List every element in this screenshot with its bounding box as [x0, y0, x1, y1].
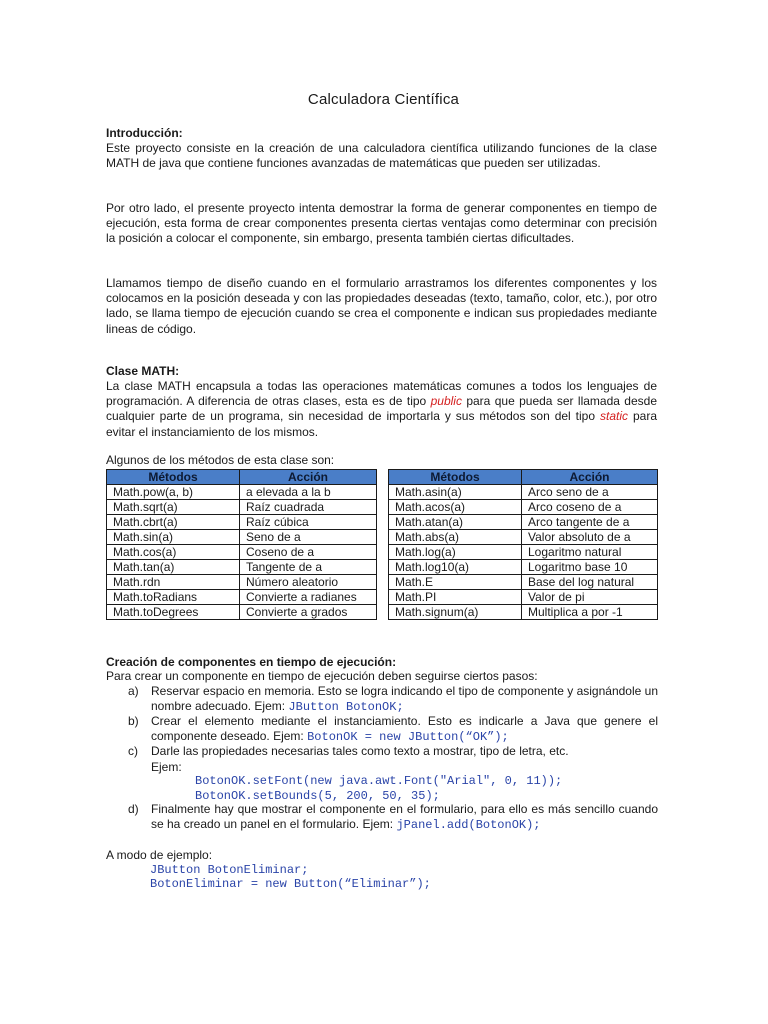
- table-header-row: [389, 470, 658, 485]
- step-c-text: Darle las propiedades necesarias tales como texto a mostrar, tipo de letra, etc.: [151, 744, 569, 758]
- table-row: [389, 605, 658, 620]
- static-keyword: static: [600, 409, 629, 424]
- column-header-methods: Métodos: [107, 470, 240, 485]
- runtime-intro: Para crear un componente en tiempo de ejecución deben seguirse ciertos pasos:: [106, 669, 538, 683]
- math-heading: Clase MATH:: [106, 364, 180, 378]
- step-b-text: Crear el elemento mediante el instanciamiento. Esto es indicarle a Java que genere el componente deseado. Ejem:: [151, 714, 658, 744]
- methods-table-left: [106, 469, 377, 620]
- list-marker: d): [128, 802, 139, 816]
- intro-paragraph-3: Llamamos tiempo de diseño cuando en el formulario arrastramos los diferentes componentes y los colocamos en la posición deseada y con las propiedades deseadas (texto, tamaño, color, etc.), por otro lado, se llama tiempo de ejecución cuando se crea el componente e indican sus propiedades mediante lineas de código.: [106, 276, 657, 336]
- table-header-row: [107, 470, 377, 485]
- step-c-ejem-label: Ejem:: [151, 760, 182, 774]
- method-cell: Math.cos(a): [107, 545, 240, 560]
- action-cell: Raíz cuadrada: [240, 500, 377, 515]
- column-header-action: Acción: [240, 470, 377, 485]
- table-row: [389, 575, 658, 590]
- method-cell: Math.toDegrees: [107, 605, 240, 620]
- list-marker: c): [128, 744, 138, 758]
- action-cell: Convierte a radianes: [240, 590, 377, 605]
- method-cell: Math.E: [389, 575, 522, 590]
- method-cell: Math.sqrt(a): [107, 500, 240, 515]
- table-row: [107, 575, 377, 590]
- action-cell: Valor absoluto de a: [522, 530, 658, 545]
- list-marker: b): [128, 714, 139, 728]
- action-cell: Base del log natural: [522, 575, 658, 590]
- action-cell: Número aleatorio: [240, 575, 377, 590]
- math-paragraph-part-3: para evitar el instanciamiento de los mismos.: [106, 409, 657, 439]
- public-keyword: public: [430, 394, 462, 409]
- action-cell: a elevada a la b: [240, 485, 377, 500]
- table-row: [389, 545, 658, 560]
- intro-paragraph-1: Este proyecto consiste en la creación de una calculadora científica utilizando funciones de la clase MATH de java que contiene funciones avanzadas de matemáticas que pueden ser utilizadas.: [106, 141, 657, 171]
- action-cell: Arco tangente de a: [522, 515, 658, 530]
- method-cell: Math.abs(a): [389, 530, 522, 545]
- list-item-text: [151, 802, 658, 833]
- table-row: [107, 485, 377, 500]
- method-cell: Math.rdn: [107, 575, 240, 590]
- math-paragraph-part-1: La clase MATH encapsula a todas las operaciones matemáticas comunes a todos los lenguajes de programación. A diferencia de otras clases, esta es de tipo: [106, 379, 657, 409]
- action-cell: Seno de a: [240, 530, 377, 545]
- example-code-line-2: BotonEliminar = new Button(“Eliminar”);: [150, 877, 431, 891]
- method-cell: Math.log(a): [389, 545, 522, 560]
- table-row: [389, 515, 658, 530]
- list-item-text: [151, 684, 658, 715]
- action-cell: Arco seno de a: [522, 485, 658, 500]
- action-cell: Coseno de a: [240, 545, 377, 560]
- action-cell: Valor de pi: [522, 590, 658, 605]
- method-cell: Math.signum(a): [389, 605, 522, 620]
- list-item-text: [151, 714, 658, 745]
- step-a-code: JButton BotonOK;: [288, 700, 404, 715]
- table-row: [389, 485, 658, 500]
- action-cell: Multiplica a por -1: [522, 605, 658, 620]
- table-intro: Algunos de los métodos de esta clase son:: [106, 453, 335, 467]
- intro-paragraph-2: Por otro lado, el presente proyecto intenta demostrar la forma de generar componentes en tiempo de ejecución, esta forma de crear componentes presenta ciertas ventajas como determinar con precisión la posición a colocar el componente, sin embargo, presenta también ciertas dificultades.: [106, 201, 657, 246]
- method-cell: Math.log10(a): [389, 560, 522, 575]
- table-row: [107, 545, 377, 560]
- step-d-code: jPanel.add(BotonOK);: [396, 818, 541, 833]
- table-row: [107, 605, 377, 620]
- action-cell: Tangente de a: [240, 560, 377, 575]
- step-a-text: Reservar espacio en memoria. Esto se logra indicando el tipo de componente y asignándole un nombre adecuado. Ejem:: [151, 684, 658, 714]
- method-cell: Math.PI: [389, 590, 522, 605]
- table-row: [389, 590, 658, 605]
- table-row: [107, 515, 377, 530]
- table-row: [389, 560, 658, 575]
- step-d-text: Finalmente hay que mostrar el componente en el formulario, para ello es más sencillo cuando se ha creado un panel en el formulario. Ejem:: [151, 802, 658, 832]
- action-cell: Convierte a grados: [240, 605, 377, 620]
- action-cell: Logaritmo natural: [522, 545, 658, 560]
- example-label: A modo de ejemplo:: [106, 848, 213, 862]
- step-c-code-line-1: BotonOK.setFont(new java.awt.Font("Arial", 0, 11));: [195, 774, 563, 788]
- step-c-code-line-2: BotonOK.setBounds(5, 200, 50, 35);: [195, 789, 440, 803]
- action-cell: Logaritmo base 10: [522, 560, 658, 575]
- intro-heading: Introducción:: [106, 126, 183, 140]
- example-code-line-1: JButton BotonEliminar;: [150, 863, 309, 877]
- method-cell: Math.atan(a): [389, 515, 522, 530]
- list-marker: a): [128, 684, 139, 698]
- action-cell: Raíz cúbica: [240, 515, 377, 530]
- method-cell: Math.pow(a, b): [107, 485, 240, 500]
- table-row: [107, 530, 377, 545]
- method-cell: Math.toRadians: [107, 590, 240, 605]
- method-cell: Math.tan(a): [107, 560, 240, 575]
- step-b-code: BotonOK = new JButton(“OK”);: [307, 730, 509, 745]
- method-cell: Math.cbrt(a): [107, 515, 240, 530]
- column-header-methods: Métodos: [389, 470, 522, 485]
- methods-table-right: [388, 469, 658, 620]
- math-paragraph-part-2: para que pueda ser llamada desde cualquier parte de un programa, sin necesidad de importarla y sus métodos son del tipo: [106, 394, 657, 424]
- table-row: [389, 500, 658, 515]
- table-row: [107, 500, 377, 515]
- method-cell: Math.asin(a): [389, 485, 522, 500]
- document-title: Calculadora Científica: [307, 91, 460, 108]
- method-cell: Math.sin(a): [107, 530, 240, 545]
- table-row: [107, 560, 377, 575]
- table-row: [107, 590, 377, 605]
- action-cell: Arco coseno de a: [522, 500, 658, 515]
- runtime-heading: Creación de componentes en tiempo de ejecución:: [106, 655, 397, 669]
- table-row: [389, 530, 658, 545]
- column-header-action: Acción: [522, 470, 658, 485]
- math-paragraph: [106, 379, 657, 440]
- method-cell: Math.acos(a): [389, 500, 522, 515]
